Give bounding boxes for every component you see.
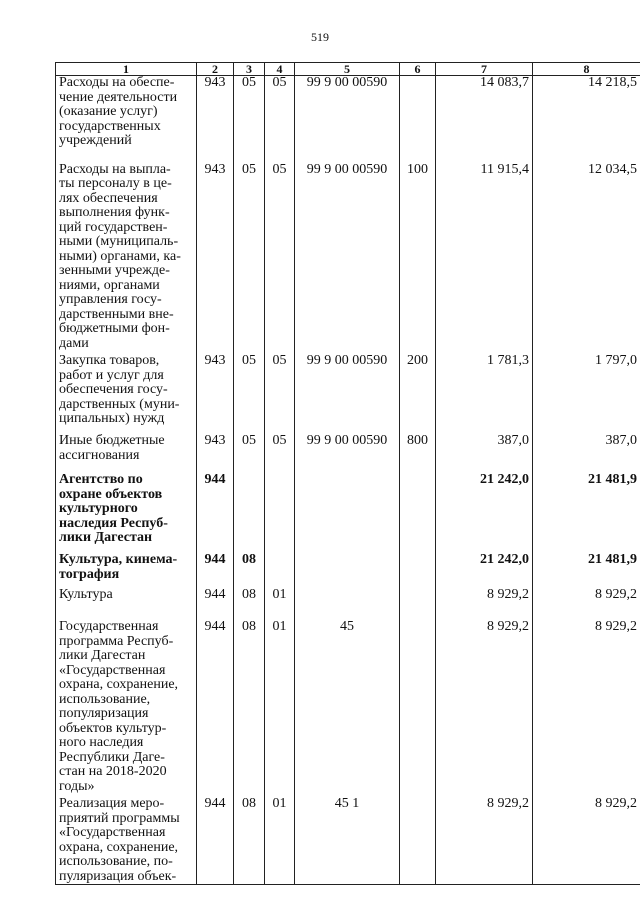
- row-section-code: 05: [234, 76, 265, 160]
- row-section-code: 08: [234, 550, 265, 587]
- row-amount-year-1: 1 781,3: [436, 351, 533, 431]
- row-section-code: 08: [234, 587, 265, 617]
- row-target-article: [295, 587, 400, 617]
- row-name: Расходы на обеспе- чение деятельности (оказание услуг) государственных учреждений: [56, 76, 197, 160]
- row-expense-type: [400, 76, 436, 160]
- row-amount-year-2: 8 929,2: [533, 587, 640, 617]
- row-target-article: 99 9 00 00590: [295, 431, 400, 468]
- row-expense-type: [400, 794, 436, 885]
- header-row: [56, 63, 640, 76]
- row-amount-year-1: 387,0: [436, 431, 533, 468]
- row-name: Агентство по охране объектов культурного наследия Респуб- лики Дагестан: [56, 468, 197, 550]
- table-row: [56, 617, 640, 794]
- row-target-article: [295, 468, 400, 550]
- row-grbs-code: 943: [197, 76, 234, 160]
- row-amount-year-1: 21 242,0: [436, 468, 533, 550]
- row-grbs-code: 943: [197, 351, 234, 431]
- row-subsection-code: 01: [265, 794, 295, 885]
- row-grbs-code: 943: [197, 160, 234, 352]
- header-col-8: 8: [533, 63, 640, 76]
- page-number: 519: [311, 30, 329, 44]
- row-name: Закупка товаров, работ и услуг для обеспечения госу- дарственных (муни- ципальных) нужд: [56, 351, 197, 431]
- table-header: [56, 63, 640, 76]
- header-col-5: 5: [295, 63, 400, 76]
- table-row: [56, 431, 640, 468]
- row-name: Иные бюджетные ассигнования: [56, 431, 197, 468]
- row-section-code: 08: [234, 617, 265, 794]
- row-amount-year-2: 387,0: [533, 431, 640, 468]
- budget-table: [55, 62, 640, 885]
- table-row: [56, 76, 640, 160]
- row-expense-type: [400, 587, 436, 617]
- table-row: [56, 468, 640, 550]
- row-grbs-code: 944: [197, 587, 234, 617]
- table-row: [56, 587, 640, 617]
- header-col-6: 6: [400, 63, 436, 76]
- row-amount-year-2: 12 034,5: [533, 160, 640, 352]
- row-name: Расходы на выпла- ты персоналу в це- лях обеспечения выполнения функ- ций государствен- ными (муниципаль- ными) органами, ка- зенными учрежде- ниями, органами управления госу- дарственными вне- бюджетными фон- дами: [56, 160, 197, 352]
- row-amount-year-1: 8 929,2: [436, 617, 533, 794]
- row-subsection-code: [265, 468, 295, 550]
- row-section-code: [234, 468, 265, 550]
- row-grbs-code: 944: [197, 550, 234, 587]
- row-amount-year-2: 21 481,9: [533, 468, 640, 550]
- row-subsection-code: 01: [265, 617, 295, 794]
- row-grbs-code: 944: [197, 794, 234, 885]
- row-grbs-code: 943: [197, 431, 234, 468]
- table-row: [56, 351, 640, 431]
- row-target-article: 99 9 00 00590: [295, 76, 400, 160]
- row-target-article: 99 9 00 00590: [295, 351, 400, 431]
- table-row: [56, 794, 640, 885]
- row-amount-year-1: 8 929,2: [436, 794, 533, 885]
- row-subsection-code: 05: [265, 160, 295, 352]
- row-name: Реализация меро- приятий программы «Государственная охрана, сохранение, использование, по- пуляризация объек-: [56, 794, 197, 885]
- row-subsection-code: 01: [265, 587, 295, 617]
- row-target-article: 99 9 00 00590: [295, 160, 400, 352]
- row-expense-type: 800: [400, 431, 436, 468]
- row-section-code: 05: [234, 160, 265, 352]
- row-section-code: 05: [234, 431, 265, 468]
- row-amount-year-2: 8 929,2: [533, 617, 640, 794]
- row-amount-year-2: 14 218,5: [533, 76, 640, 160]
- row-subsection-code: 05: [265, 76, 295, 160]
- header-col-2: 2: [197, 63, 234, 76]
- row-amount-year-2: 1 797,0: [533, 351, 640, 431]
- header-col-7: 7: [436, 63, 533, 76]
- row-expense-type: [400, 550, 436, 587]
- row-amount-year-1: 11 915,4: [436, 160, 533, 352]
- row-grbs-code: 944: [197, 468, 234, 550]
- row-target-article: 45: [295, 617, 400, 794]
- row-expense-type: [400, 468, 436, 550]
- row-name: Государственная программа Респуб- лики Дагестан «Государственная охрана, сохранение, использование, популяризация объектов культур- ного наследия Республики Даге- стан на 2018-2020 годы»: [56, 617, 197, 794]
- row-amount-year-1: 21 242,0: [436, 550, 533, 587]
- row-name: Культура: [56, 587, 197, 617]
- row-subsection-code: [265, 550, 295, 587]
- header-col-3: 3: [234, 63, 265, 76]
- header-col-4: 4: [265, 63, 295, 76]
- row-section-code: 08: [234, 794, 265, 885]
- row-section-code: 05: [234, 351, 265, 431]
- row-amount-year-2: 21 481,9: [533, 550, 640, 587]
- row-expense-type: 200: [400, 351, 436, 431]
- table-row: [56, 550, 640, 587]
- row-expense-type: [400, 617, 436, 794]
- table-row: [56, 160, 640, 352]
- row-name: Культура, кинема- тография: [56, 550, 197, 587]
- row-target-article: [295, 550, 400, 587]
- row-subsection-code: 05: [265, 351, 295, 431]
- row-amount-year-2: 8 929,2: [533, 794, 640, 885]
- row-subsection-code: 05: [265, 431, 295, 468]
- header-col-1: 1: [56, 63, 197, 76]
- row-grbs-code: 944: [197, 617, 234, 794]
- table-body: [56, 76, 640, 885]
- row-target-article: 45 1: [295, 794, 400, 885]
- row-expense-type: 100: [400, 160, 436, 352]
- row-amount-year-1: 14 083,7: [436, 76, 533, 160]
- row-amount-year-1: 8 929,2: [436, 587, 533, 617]
